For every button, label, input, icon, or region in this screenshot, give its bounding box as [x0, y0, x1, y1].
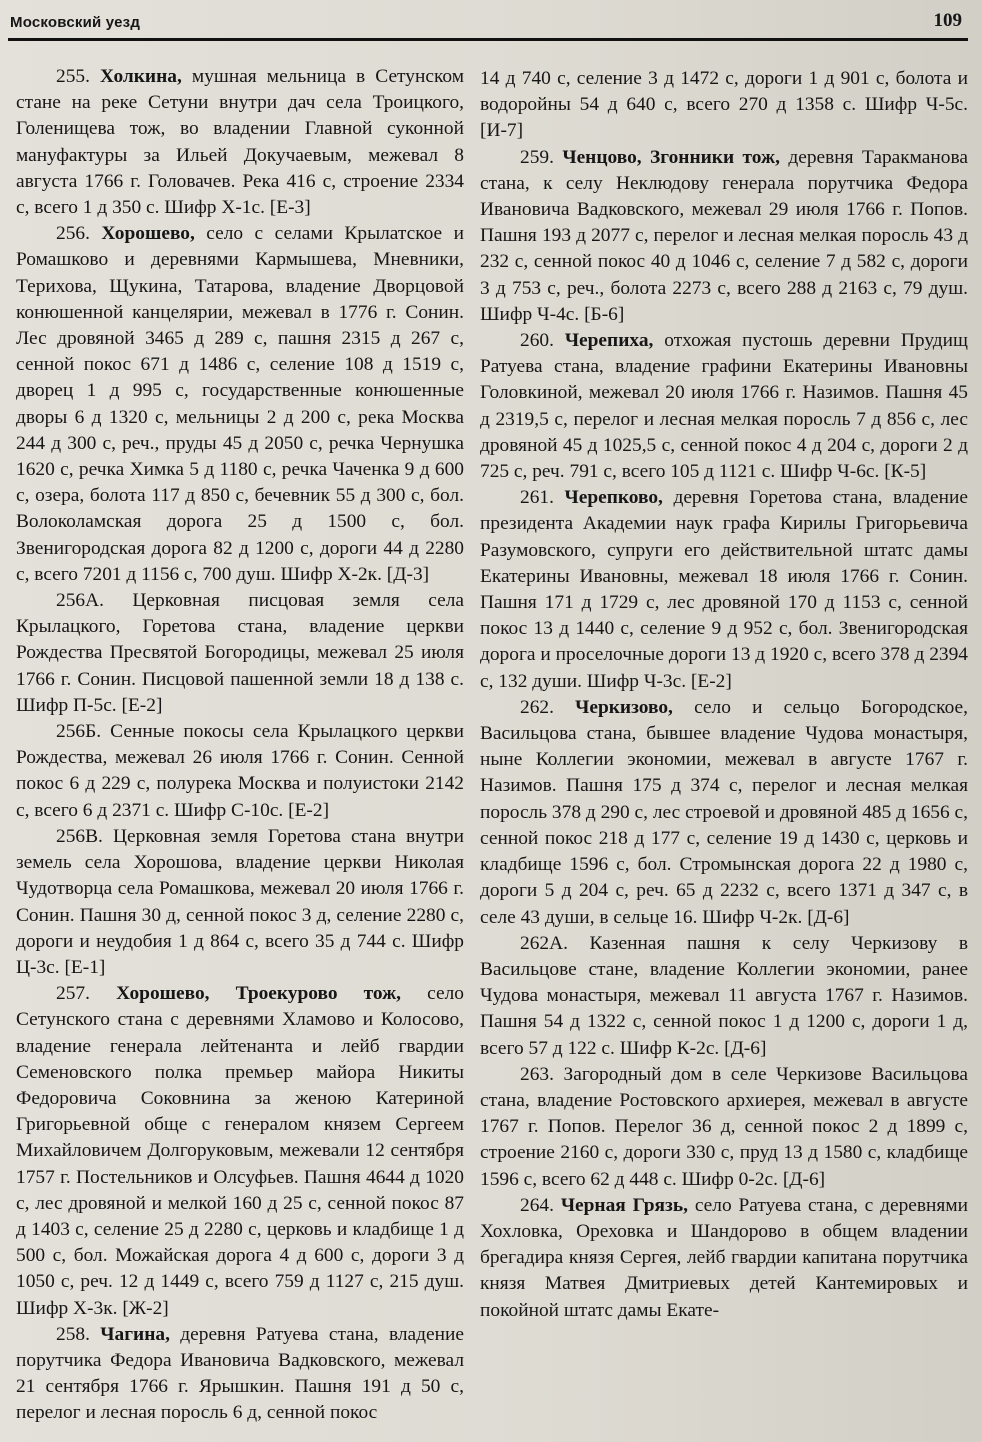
left-column [16, 64, 464, 1427]
entry-256a [16, 588, 464, 719]
entry-number: 256. [56, 223, 90, 245]
entry-text: село и сельцо Богородское, Васильцова стана, бывшее владение Чудова монастыря, ныне Коллегии экономии, межевал в августе 1767 г. Назимов. Пашня 175 д 374 с, перелог и лесная мелкая поросль 378 д 290 с, лес строевой и дровяной 485 д 1656 с, сенной покос 218 д 177 с, селение 19 д 1430 с, церковь и кладбище 1596 с, бол. Стромынская дорога 22 д 1980 с, дороги 5 д 204 с, реч. 65 д 2232 с, всего 1371 д 347 с, в селе 43 души, в сельце 16. Шифр Ч-2к. [Д-6] [480, 696, 968, 928]
entry-number: 259. [520, 146, 554, 168]
entry-255 [16, 64, 464, 221]
entry-number: 260. [520, 330, 554, 352]
entry-262 [480, 695, 968, 931]
entry-262a [480, 931, 968, 1062]
entry-text: отхожая пустошь деревни Прудищ Ратуева стана, владение графини Екатерины Ивановны Головкиной, межевал 20 июля 1766 г. Назимов. Пашня 45 д 2319,5 с, перелог и лесная мелкая поросль 7 д 856 с, лес дровяной 45 д 1025,5 с, сенной покос 4 д 204 с, дороги 2 д 725 с, реч. 791 с, всего 105 д 1121 с. Шифр Ч-6с. [К-5] [480, 330, 968, 483]
entry-260 [480, 328, 968, 485]
entry-name: Хорошево, Троекурово тож, [116, 983, 402, 1005]
entry-name: Черная Грязь, [560, 1194, 688, 1216]
entry-name: Хорошево, [101, 223, 195, 245]
page-number: 109 [933, 10, 962, 31]
entry-257 [16, 981, 464, 1322]
entry-261 [480, 485, 968, 695]
entry-number: 261. [520, 487, 554, 509]
entry-number: 256В. [56, 825, 103, 847]
entry-name: Черепково, [564, 487, 663, 509]
entry-name: Чагина, [100, 1323, 170, 1345]
entry-258 [16, 1322, 464, 1427]
entry-number: 264. [520, 1194, 554, 1216]
entry-text: деревня Таракманова стана, к селу Неклюдову генерала порутчика Федора Ивановича Вадковского, межевал 29 июля 1766 г. Попов. Пашня 193 д 2077 с, перелог и лесная мелкая поросль 43 д 232 с, сенной покос 40 д 1046 с, селение 7 д 582 с, дороги 3 д 753 с, реч., болота 2273 с, всего 288 д 2163 с, 79 душ. Шифр Ч-4с. [Б-6] [480, 146, 968, 325]
entry-text: Сенные покосы села Крылацкого церкви Рождества, межевал 26 июля 1766 г. Сонин. Сенной покос 6 д 229 с, полурека Москва и полуистоки 2142 с, всего 6 д 2371 с. Шифр С-10с. [Е-2] [16, 721, 464, 821]
entry-text: Казенная пашня к селу Черкизову в Васильцове стане, владение Коллегии экономии, ранее Чудова монастыря, межевал 11 августа 1767 г. Назимов. Пашня 54 д 1322 с, сенной покос 1 д 1200 с, дороги 1 д, всего 57 д 122 с. Шифр К-2с. [Д-6] [480, 932, 968, 1059]
entry-text: село с селами Крылатское и Ромашково и деревнями Кармышева, Мневники, Терихова, Щукина, Татарова, владение Дворцовой конюшенной канцелярии, межевал в 1776 г. Сонин. Лес дровяной 3465 д 289 с, пашня 2315 д 267 с, сенной покос 671 д 1486 с, селение 108 д 1519 с, дворец 1 д 995 с, государственные конюшенные дворы 6 д 1320 с, мельницы 2 д 200 с, река Москва 244 д 300 с, реч., пруды 45 д 2050 с, речка Чернушка 1620 с, речка Химка 5 д 1180 с, речка Чаченка 9 д 600 с, озера, болота 117 д 850 с, бечевник 55 д 300 с, бол. Волоколамская дорога 25 д 1500 с, бол. Звенигородская дорога 82 д 1200 с, дороги 44 д 2280 с, всего 7201 д 1156 с, 700 душ. Шифр Х-2к. [Д-3] [16, 223, 464, 585]
entry-256b [16, 719, 464, 824]
entry-number: 257. [56, 983, 90, 1005]
entry-name: Черкизово, [575, 696, 673, 718]
entry-number: 255. [56, 66, 90, 87]
entry-number: 256Б. [56, 721, 102, 743]
entry-text: 14 д 740 с, селение 3 д 1472 с, дороги 1 д 901 с, болота и водоройны 54 д 640 с, всего 270 д 1358 с. Шифр Ч-5с. [И-7] [480, 68, 968, 142]
entry-263 [480, 1062, 968, 1193]
entry-number: 258. [56, 1323, 90, 1345]
running-head: Московский уезд [10, 14, 141, 31]
entry-259 [480, 145, 968, 328]
entry-text: село Сетунского стана с деревнями Хламово и Колосово, владение генерала лейтенанта и лейб гвардии Семеновского полка премьер майора Никиты Федоровича Соковнина за женою Катериной Григорьевной обще с генералом князем Сергеем Михайловичем Долгоруковым, межевали 12 сентября 1757 г. Постельников и Олсуфьев. Пашня 4644 д 1020 с, лес дровяной и мелкой 160 д 25 с, сенной покос 87 д 1403 с, селение 25 д 2280 с, церковь и кладбище 1 д 500 с, бол. Можайская дорога 4 д 600 с, дороги 3 д 1050 с, реч. 12 д 1449 с, всего 759 д 1127 с, 215 душ. Шифр Х-3к. [Ж-2] [16, 983, 464, 1319]
entry-text: деревня Ратуева стана, владение порутчика Федора Ивановича Вадковского, межевал 21 сентября 1766 г. Ярышкин. Пашня 191 д 50 с, перелог и лесная поросль 6 д, сенной покос [16, 1323, 464, 1424]
entry-number: 256А. [56, 590, 104, 612]
entry-text: Загородный дом в селе Черкизове Васильцова стана, владение Ростовского архиерея, межевал в августе 1767 г. Попов. Перелог 36 д, сенной покос 2 д 1899 с, строение 2160 с, дороги 330 с, пруд 13 д 1580 с, кладбище 1596 с, всего 62 д 448 с. Шифр 0-2с. [Д-6] [480, 1063, 968, 1190]
entry-text: мушная мельница в Сетунском стане на реке Сетуни внутри дач села Троицкого, Голенищева тож, во владении Главной суконной мануфактуры за Ильей Докучаевым, межевал 8 августа 1766 г. Головачев. Река 416 с, строение 2334 с, всего 1 д 350 с. Шифр Х-1с. [Е-3] [16, 66, 464, 219]
entry-number: 262. [520, 696, 554, 718]
right-column [480, 66, 968, 1324]
entry-text: Церковная земля Горетова стана внутри земель села Хорошова, владение церкви Николая Чудотворца села Ромашкова, межевал 20 июля 1766 г. Сонин. Пашня 30 д, сенной покос 3 д, селение 2280 с, дороги и неудобия 1 д 864 с, всего 35 д 744 с. Шифр Ц-3с. [Е-1] [16, 825, 464, 978]
entry-number: 263. [520, 1063, 554, 1085]
entry-text: деревня Горетова стана, владение президента Академии наук графа Кирилы Григорьевича Разумовского, супруги его действительной штатс дамы Екатерины Ивановны, межевал 18 июля 1766 г. Сонин. Пашня 171 д 1729 с, лес дровяной 170 д 1153 с, сенной покос 13 д 1440 с, селение 9 д 952 с, бол. Звенигородская дорога и проселочные дороги 13 д 1920 с, всего 378 д 2394 с, 132 души. Шифр Ч-3с. [Е-2] [480, 487, 968, 692]
entry-text: Церковная писцовая земля села Крылацкого, Горетова стана, владение церкви Рождества Пресвятой Богородицы, межевал 25 июля 1766 г. Сонин. Писцовой пашенной земли 18 д 138 с. Шифр П-5с. [Е-2] [16, 590, 464, 716]
entry-256v [16, 824, 464, 981]
entry-name: Холкина, [100, 66, 182, 87]
entry-name: Ченцово, Згонники тож, [562, 146, 780, 168]
header-rule [8, 38, 968, 41]
entry-256 [16, 221, 464, 588]
entry-name: Черепиха, [564, 330, 654, 352]
entry-264 [480, 1193, 968, 1324]
entry-text: село Ратуева стана, с деревнями Хохловка, Ореховка и Шандорово в общем владении брегадира князя Сергея, лейб гвардии капитана порутчика князя Матвея Дмитриевых детей Кантемировых и покойной штатс дамы Екате- [480, 1194, 968, 1321]
entry-258-continued [480, 66, 968, 145]
entry-number: 262А. [520, 932, 568, 954]
